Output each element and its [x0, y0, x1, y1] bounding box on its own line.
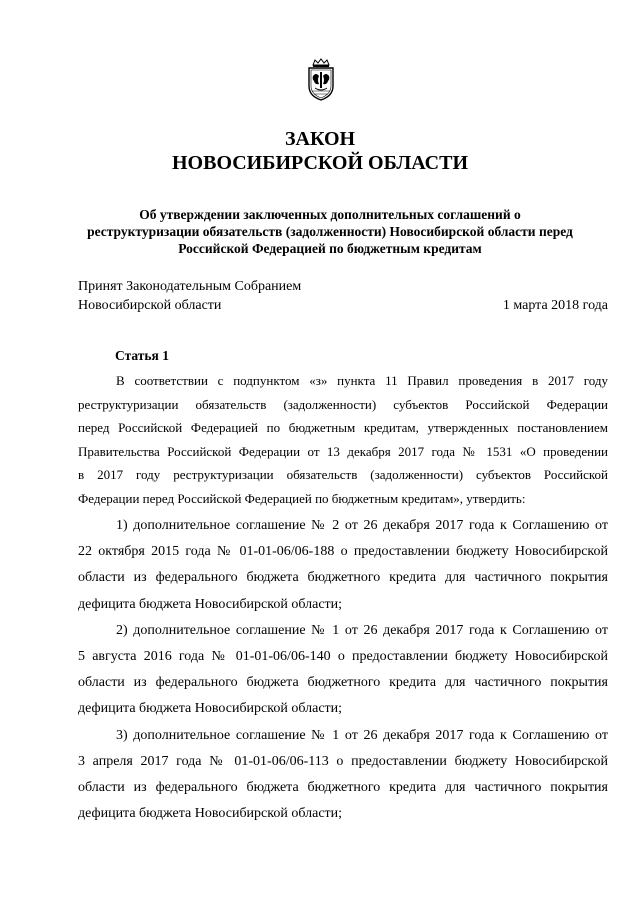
- coat-of-arms-icon: [303, 58, 339, 102]
- item3-line: области из федерального бюджета бюджетного кредита для частичного покрытия: [78, 779, 608, 795]
- item2-line: 2) дополнительное соглашение № 1 от 26 декабря 2017 года к Соглашению от: [116, 622, 608, 638]
- law-subtitle: [60, 206, 600, 257]
- preamble-line: перед Российской Федерацией по бюджетным кредитам, утвержденных постановлением: [78, 420, 608, 435]
- item2-line: 5 августа 2016 года № 01-01-06/06-140 о предоставлении бюджету Новосибирской: [78, 648, 608, 664]
- law-title-line2: НОВОСИБИРСКОЙ ОБЛАСТИ: [171, 152, 469, 174]
- adoption-block: [78, 277, 608, 315]
- adopted-region-line: Новосибирской области: [78, 298, 222, 313]
- item1-line: области из федерального бюджета бюджетного кредита для частичного покрытия: [78, 570, 608, 586]
- article-heading: Статья 1: [115, 348, 169, 363]
- preamble-line: Правительства Российской Федерации от 13 декабря 2017 года № 1531 «О проведении: [78, 443, 608, 459]
- item3-line: дефицита бюджета Новосибирской области;: [78, 806, 343, 822]
- item1-line: 22 октября 2015 года № 01-01-06/06-188 о предоставлении бюджету Новосибирской: [78, 544, 608, 560]
- preamble-line: Федерации перед Российской Федерацией по бюджетным кредитам», утвердить:: [78, 490, 526, 506]
- preamble-line: реструктуризации обязательств (задолженности) субъектов Российской Федерации: [78, 396, 608, 412]
- article-preamble: [78, 369, 608, 510]
- adoption-date: 1 марта 2018 года: [502, 298, 608, 313]
- adopted-by-line: Принят Законодательным Собранием: [78, 279, 302, 294]
- subtitle-line: Российской Федерацией по бюджетным кредитам: [178, 241, 482, 256]
- subtitle-line: Об утверждении заключенных дополнительных соглашений о: [139, 207, 521, 222]
- item1-line: дефицита бюджета Новосибирской области;: [78, 596, 343, 612]
- preamble-line: В соответствии с подпунктом «з» пункта 11 Правил проведения в 2017 году: [116, 373, 608, 388]
- item2-line: дефицита бюджета Новосибирской области;: [78, 701, 343, 717]
- subtitle-line: реструктуризации обязательств (задолженности) Новосибирской области перед: [87, 224, 573, 239]
- item2-line: области из федерального бюджета бюджетного кредита для частичного покрытия: [78, 675, 608, 691]
- item3-line: 3) дополнительное соглашение № 1 от 26 декабря 2017 года к Соглашению от: [116, 727, 608, 743]
- law-title-line1: ЗАКОН: [284, 128, 356, 150]
- preamble-line: в 2017 году реструктуризации обязательств (задолженности) субъектов Российской: [78, 467, 608, 482]
- item1-line: 1) дополнительное соглашение № 2 от 26 декабря 2017 года к Соглашению от: [116, 518, 608, 533]
- article-items: [78, 513, 608, 827]
- item3-line: 3 апреля 2017 года № 01-01-06/06-113 о предоставлении бюджету Новосибирской: [78, 753, 608, 769]
